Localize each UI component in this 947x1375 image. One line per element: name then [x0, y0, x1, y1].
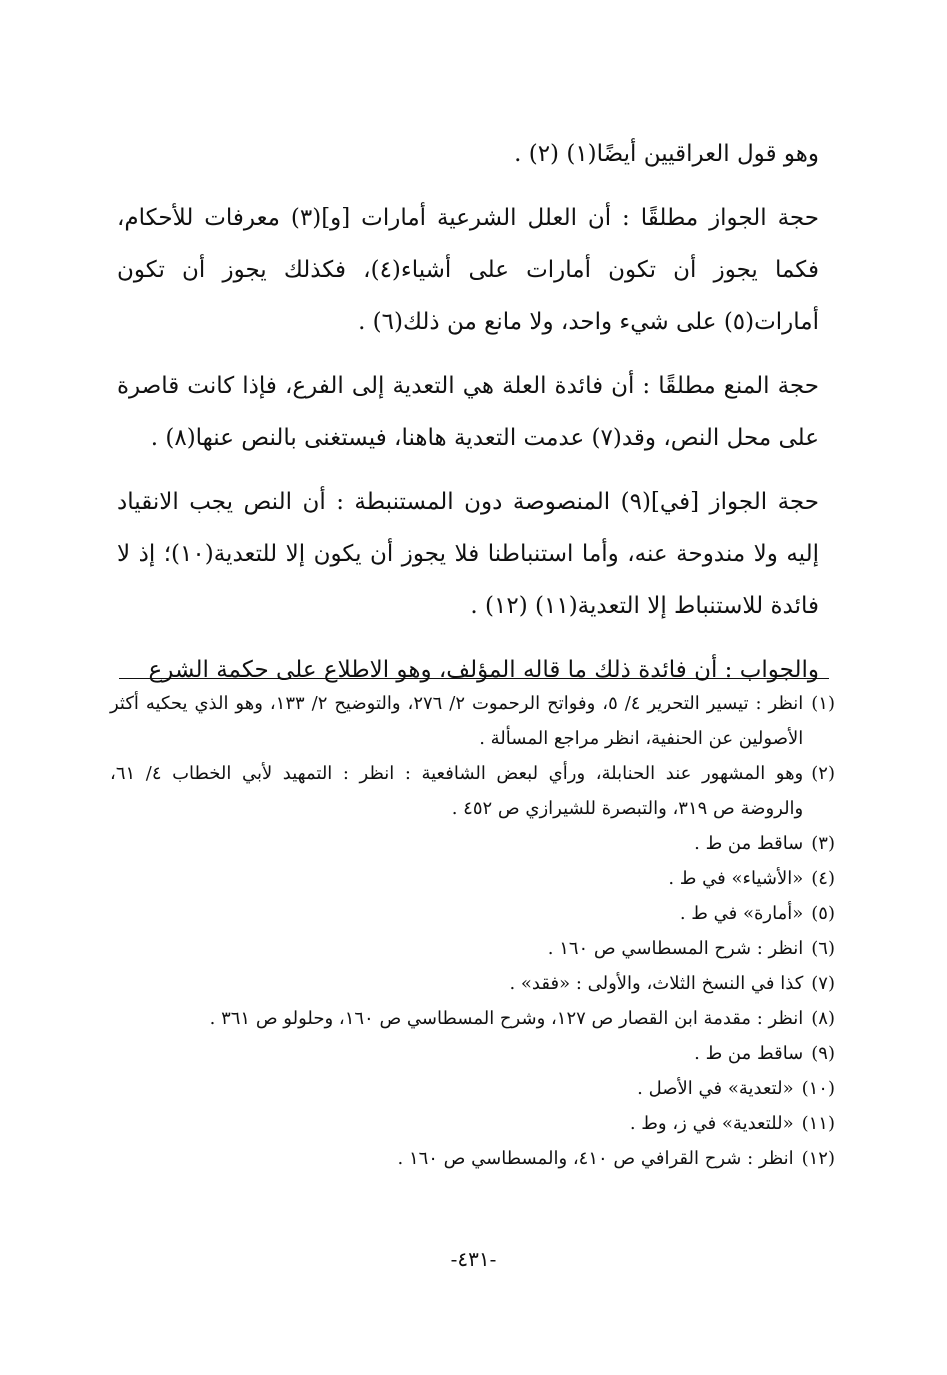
footnote-1 — [110, 686, 835, 756]
main-text — [117, 128, 819, 708]
paragraph-5: والجواب : أن فائدة ذلك ما قاله المؤلف، وهو الاطلاع على حكمة الشرع — [148, 657, 819, 683]
footnote-text: «أمارة» في ط . — [679, 903, 804, 924]
footnote-text: ساقط من ط . — [694, 833, 804, 854]
paragraph-1: وهو قول العراقيين أيضًا(١) (٢) . — [514, 141, 819, 167]
page-number: -٤٣١- — [450, 1247, 497, 1271]
footnote-3 — [110, 826, 835, 861]
footnote-number: (١٢) — [801, 1148, 835, 1169]
footnote-10 — [110, 1071, 835, 1106]
footnote-11 — [110, 1106, 835, 1141]
footnote-number: (١٠) — [801, 1078, 835, 1099]
footnote-text: انظر : تيسير التحرير ٤/ ٥، وفواتح الرحموت ٢/ ٢٧٦، والتوضيح ٢/ ١٣٣، وهو الذي يحكيه أكثر الأصولين عن الحنفية، انظر مراجع المسألة . — [110, 693, 804, 749]
footnote-number: (٣) — [811, 833, 835, 854]
footnote-text: انظر : شرح القرافي ص ٤١٠، والمسطاسي ص ١٦٠ . — [397, 1148, 794, 1169]
footnote-12 — [110, 1141, 835, 1176]
footnotes — [110, 686, 835, 1176]
footnote-text: كذا في النسخ الثلاث، والأولى : «فقد» . — [509, 973, 804, 994]
footnote-text: وهو المشهور عند الحنابلة، ورأي لبعض الشافعية : انظر : التمهيد لأبي الخطاب ٤/ ٦١، والروضة ص ٣١٩، والتبصرة للشيرازي ص ٤٥٢ . — [110, 763, 804, 819]
footnote-number: (٩) — [811, 1043, 835, 1064]
footnote-8 — [110, 1001, 835, 1036]
footnote-2 — [110, 756, 835, 826]
footnote-6 — [110, 931, 835, 966]
footnote-text: «للتعدية» في ز، وط . — [629, 1113, 794, 1134]
footnote-text: انظر : شرح المسطاسي ص ١٦٠ . — [547, 938, 804, 959]
paragraph-3: حجة المنع مطلقًا : أن فائدة العلة هي التعدية إلى الفرع، فإذا كانت قاصرة على محل النص، وقد(٧) عدمت التعدية هاهنا، فيستغنى بالنص عنها(٨) . — [117, 373, 819, 451]
footnote-number: (٦) — [811, 938, 835, 959]
footnote-text: انظر : مقدمة ابن القصار ص ١٢٧، وشرح المسطاسي ص ١٦٠، وحلولو ص ٣٦١ . — [209, 1008, 804, 1029]
footnote-4 — [110, 861, 835, 896]
footnote-5 — [110, 896, 835, 931]
footnote-number: (١١) — [801, 1113, 835, 1134]
footnote-7 — [110, 966, 835, 1001]
footnote-number: (٢) — [811, 763, 835, 784]
footnote-number: (١) — [811, 693, 835, 714]
footnote-number: (٤) — [811, 868, 835, 889]
paragraph-4: حجة الجواز [في](٩) المنصوصة دون المستنبطة : أن النص يجب الانقياد إليه ولا مندوحة عنه، وأما استنباطنا فلا يجوز أن يكون إلا للتعدية(١٠)؛ إذ لا فائدة للاستنباط إلا التعدية(١١) (١٢) . — [117, 489, 819, 619]
footnote-separator — [119, 678, 829, 679]
footnote-number: (٨) — [811, 1008, 835, 1029]
footnote-number: (٥) — [811, 903, 835, 924]
footnote-text: ساقط من ط . — [694, 1043, 804, 1064]
footnote-text: «لتعدية» في الأصل . — [637, 1078, 794, 1099]
footnote-text: «الأشياء» في ط . — [668, 868, 804, 889]
footnote-9 — [110, 1036, 835, 1071]
footnote-number: (٧) — [811, 973, 835, 994]
paragraph-2: حجة الجواز مطلقًا : أن العلل الشرعية أمارات [و](٣) معرفات للأحكام، فكما يجوز أن تكون أمارات على أشياء(٤)، فكذلك يجوز أن تكون أمارات(٥) على شيء واحد، ولا مانع من ذلك(٦) . — [117, 205, 819, 335]
